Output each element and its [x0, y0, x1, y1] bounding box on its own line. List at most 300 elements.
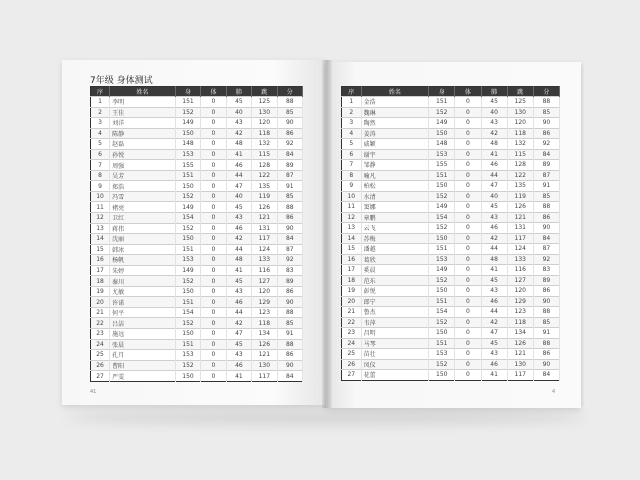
table-cell: 0 — [455, 254, 481, 265]
table-cell: 127 — [252, 276, 277, 287]
table-cell: 0 — [455, 307, 481, 318]
table-cell: 窦娜 — [361, 202, 429, 213]
table-cell: 17 — [91, 265, 110, 276]
table-cell: 尤敏 — [110, 286, 176, 297]
table-cell: 150 — [429, 128, 455, 139]
table-cell: 0 — [201, 97, 226, 108]
table-cell: 鲁杰 — [361, 307, 429, 318]
table-cell: 23 — [342, 328, 362, 339]
table-cell: 131 — [507, 223, 533, 234]
table-cell: 85 — [533, 317, 559, 328]
table-cell: 45 — [481, 275, 507, 286]
table-cell: 12 — [91, 213, 110, 224]
table-cell: 148 — [175, 139, 200, 150]
table-row — [342, 328, 560, 339]
column-header: 分 — [533, 87, 559, 97]
table-cell: 44 — [481, 170, 507, 181]
table-cell: 41 — [226, 371, 251, 382]
column-header: 跳 — [252, 87, 277, 97]
table-cell: 姜涛 — [361, 128, 429, 139]
table-cell: 48 — [226, 255, 251, 266]
table-cell: 88 — [533, 202, 559, 213]
table-cell: 27 — [91, 371, 110, 382]
table-cell: 44 — [226, 244, 251, 255]
table-cell: 46 — [481, 296, 507, 307]
table-cell: 9 — [342, 181, 362, 192]
table-cell: 14 — [342, 233, 362, 244]
table-cell: 41 — [226, 265, 251, 276]
table-row — [342, 212, 560, 223]
table-cell: 43 — [226, 213, 251, 224]
table-cell: 47 — [226, 181, 251, 192]
table-cell: 152 — [175, 276, 200, 287]
table-cell: 89 — [277, 160, 302, 171]
table-cell: 152 — [429, 317, 455, 328]
table-cell: 12 — [342, 212, 362, 223]
table-cell: 154 — [175, 307, 200, 318]
table-row — [342, 349, 560, 360]
table-cell: 17 — [342, 265, 362, 276]
table-cell: 118 — [252, 128, 277, 139]
table-row — [91, 371, 303, 382]
table-cell: 46 — [481, 359, 507, 370]
table-cell: 91 — [533, 328, 559, 339]
table-cell: 陈静 — [110, 128, 176, 139]
table-cell: 0 — [455, 223, 481, 234]
table-cell: 0 — [201, 234, 226, 245]
table-cell: 0 — [201, 265, 226, 276]
table-cell: 6 — [91, 149, 110, 160]
table-cell: 李明 — [110, 97, 176, 108]
table-cell: 125 — [252, 97, 277, 108]
table-cell: 84 — [277, 371, 302, 382]
table-cell: 45 — [226, 339, 251, 350]
table-cell: 42 — [226, 234, 251, 245]
table-cell: 152 — [175, 223, 200, 234]
table-cell: 孔月 — [110, 350, 176, 361]
table-cell: 124 — [252, 244, 277, 255]
table-cell: 86 — [533, 349, 559, 360]
table-cell: 134 — [507, 328, 533, 339]
table-row — [91, 276, 303, 287]
table-cell: 115 — [252, 149, 277, 160]
table-cell: 2 — [342, 107, 362, 118]
table-cell: 128 — [252, 160, 277, 171]
table-row — [342, 233, 560, 244]
table-cell: 129 — [507, 296, 533, 307]
table-cell: 邹静 — [361, 160, 429, 171]
table-row — [342, 118, 560, 129]
table-cell: 0 — [455, 128, 481, 139]
table-cell: 150 — [175, 128, 200, 139]
table-cell: 152 — [429, 191, 455, 202]
table-cell: 152 — [429, 359, 455, 370]
table-cell: 149 — [175, 202, 200, 213]
table-cell: 0 — [201, 244, 226, 255]
table-cell: 郎宁 — [361, 296, 429, 307]
table-cell: 凤仪 — [361, 359, 429, 370]
table-row — [91, 329, 303, 340]
column-header: 身 — [429, 87, 455, 97]
column-header: 体 — [201, 87, 226, 97]
table-cell: 0 — [455, 317, 481, 328]
book-shadow — [66, 410, 586, 424]
book-spine — [322, 60, 332, 408]
table-cell: 18 — [342, 275, 362, 286]
table-cell: 8 — [342, 170, 362, 181]
table-cell: 123 — [507, 307, 533, 318]
right-data-table — [341, 86, 560, 381]
table-cell: 1 — [91, 97, 110, 108]
table-cell: 22 — [91, 318, 110, 329]
table-cell: 122 — [252, 170, 277, 181]
table-cell: 123 — [252, 307, 277, 318]
table-cell: 116 — [252, 265, 277, 276]
table-cell: 0 — [455, 212, 481, 223]
table-cell: 132 — [507, 139, 533, 150]
table-cell: 43 — [481, 212, 507, 223]
table-cell: 122 — [507, 170, 533, 181]
table-cell: 150 — [175, 371, 200, 382]
table-cell: 云飞 — [361, 223, 429, 234]
table-cell: 151 — [429, 296, 455, 307]
table-cell: 152 — [175, 107, 200, 118]
table-cell: 13 — [342, 223, 362, 234]
table-cell: 4 — [91, 128, 110, 139]
table-cell: 86 — [277, 128, 302, 139]
table-row — [342, 107, 560, 118]
table-cell: 18 — [91, 276, 110, 287]
table-cell: 125 — [507, 97, 533, 108]
table-row — [91, 360, 303, 371]
table-cell: 潘越 — [361, 244, 429, 255]
table-cell: 42 — [481, 317, 507, 328]
table-row — [91, 234, 303, 245]
table-cell: 150 — [175, 329, 200, 340]
table-cell: 0 — [201, 318, 226, 329]
table-cell: 151 — [429, 338, 455, 349]
table-cell: 90 — [277, 360, 302, 371]
table-cell: 117 — [252, 371, 277, 382]
table-row — [342, 317, 560, 328]
table-row — [91, 350, 303, 361]
table-cell: 85 — [277, 107, 302, 118]
table-cell: 155 — [175, 160, 200, 171]
table-cell: 0 — [455, 202, 481, 213]
table-cell: 韩冰 — [110, 244, 176, 255]
table-cell: 许诺 — [110, 297, 176, 308]
table-cell: 5 — [91, 139, 110, 150]
table-cell: 151 — [429, 170, 455, 181]
table-row — [342, 191, 560, 202]
table-cell: 24 — [342, 338, 362, 349]
table-cell: 11 — [342, 202, 362, 213]
table-cell: 沈丽 — [110, 234, 176, 245]
table-cell: 85 — [533, 191, 559, 202]
table-cell: 135 — [507, 181, 533, 192]
table-cell: 0 — [455, 349, 481, 360]
table-cell: 153 — [175, 255, 200, 266]
table-cell: 90 — [277, 297, 302, 308]
table-cell: 孙悦 — [110, 149, 176, 160]
table-cell: 0 — [455, 160, 481, 171]
table-cell: 86 — [277, 350, 302, 361]
table-cell: 119 — [507, 191, 533, 202]
table-cell: 84 — [533, 370, 559, 381]
table-cell: 43 — [226, 350, 251, 361]
table-cell: 8 — [91, 170, 110, 181]
table-cell: 15 — [342, 244, 362, 255]
table-cell: 84 — [533, 233, 559, 244]
table-cell: 42 — [226, 128, 251, 139]
table-cell: 91 — [277, 329, 302, 340]
table-cell: 45 — [481, 202, 507, 213]
table-cell: 84 — [277, 149, 302, 160]
table-row — [91, 244, 303, 255]
table-cell: 0 — [455, 181, 481, 192]
table-cell: 周强 — [110, 160, 176, 171]
table-row — [91, 339, 303, 350]
table-cell: 46 — [481, 160, 507, 171]
table-cell: 41 — [226, 149, 251, 160]
table-cell: 152 — [175, 191, 200, 202]
table-row — [91, 118, 303, 129]
table-cell: 金浩 — [361, 97, 429, 108]
table-cell: 150 — [429, 181, 455, 192]
table-cell: 谢宇 — [361, 149, 429, 160]
table-cell: 153 — [429, 349, 455, 360]
table-cell: 9 — [91, 181, 110, 192]
table-row — [342, 338, 560, 349]
table-cell: 6 — [342, 149, 362, 160]
table-cell: 151 — [175, 297, 200, 308]
table-cell: 152 — [175, 360, 200, 371]
table-cell: 135 — [252, 181, 277, 192]
table-cell: 褚亮 — [110, 202, 176, 213]
table-cell: 41 — [481, 265, 507, 276]
table-cell: 0 — [201, 371, 226, 382]
table-cell: 14 — [91, 234, 110, 245]
table-cell: 葛欣 — [361, 254, 429, 265]
table-cell: 曹阳 — [110, 360, 176, 371]
left-page-title: 7年级 身体测试 — [90, 76, 153, 86]
table-cell: 130 — [507, 107, 533, 118]
table-cell: 0 — [455, 370, 481, 381]
table-cell: 秦川 — [110, 276, 176, 287]
table-cell: 0 — [201, 307, 226, 318]
table-cell: 41 — [481, 149, 507, 160]
table-cell: 魏琳 — [361, 107, 429, 118]
column-header: 姓名 — [361, 87, 429, 97]
table-cell: 0 — [201, 213, 226, 224]
table-cell: 88 — [277, 97, 302, 108]
table-row — [342, 254, 560, 265]
table-cell: 124 — [507, 244, 533, 255]
table-cell: 0 — [455, 118, 481, 129]
table-cell: 153 — [175, 149, 200, 160]
table-cell: 153 — [429, 149, 455, 160]
table-cell: 46 — [226, 223, 251, 234]
table-cell: 86 — [533, 212, 559, 223]
table-row — [91, 128, 303, 139]
table-cell: 126 — [507, 202, 533, 213]
table-cell: 86 — [533, 286, 559, 297]
table-cell: 83 — [533, 265, 559, 276]
table-cell: 151 — [429, 244, 455, 255]
table-cell: 40 — [226, 191, 251, 202]
table-row — [91, 265, 303, 276]
table-cell: 155 — [429, 160, 455, 171]
table-cell: 130 — [252, 360, 277, 371]
column-header: 体 — [455, 87, 481, 97]
table-cell: 149 — [429, 265, 455, 276]
table-cell: 0 — [201, 191, 226, 202]
table-cell: 43 — [481, 286, 507, 297]
table-cell: 88 — [533, 97, 559, 108]
table-cell: 91 — [277, 181, 302, 192]
table-row — [91, 297, 303, 308]
table-cell: 150 — [175, 234, 200, 245]
table-row — [342, 370, 560, 381]
table-cell: 23 — [91, 329, 110, 340]
table-row — [342, 128, 560, 139]
table-cell: 20 — [91, 297, 110, 308]
table-cell: 0 — [455, 149, 481, 160]
table-row — [91, 149, 303, 160]
table-cell: 44 — [226, 170, 251, 181]
table-cell: 119 — [252, 191, 277, 202]
table-row — [342, 202, 560, 213]
table-cell: 148 — [429, 139, 455, 150]
table-cell: 42 — [226, 318, 251, 329]
table-cell: 150 — [175, 181, 200, 192]
table-cell: 严雯 — [110, 371, 176, 382]
table-cell: 0 — [455, 107, 481, 118]
table-cell: 27 — [342, 370, 362, 381]
table-cell: 20 — [342, 296, 362, 307]
column-header: 身 — [175, 87, 200, 97]
table-cell: 48 — [226, 139, 251, 150]
table-cell: 0 — [201, 339, 226, 350]
table-cell: 121 — [507, 349, 533, 360]
table-row — [342, 359, 560, 370]
table-cell: 0 — [455, 191, 481, 202]
table-cell: 87 — [533, 244, 559, 255]
table-row — [91, 286, 303, 297]
table-cell: 0 — [201, 255, 226, 266]
table-cell: 3 — [91, 118, 110, 129]
table-cell: 苏梅 — [361, 233, 429, 244]
table-cell: 彭悦 — [361, 286, 429, 297]
table-cell: 132 — [252, 139, 277, 150]
table-cell: 88 — [277, 339, 302, 350]
table-row — [342, 265, 560, 276]
table-cell: 121 — [252, 213, 277, 224]
table-row — [91, 255, 303, 266]
table-cell: 16 — [91, 255, 110, 266]
table-cell: 43 — [226, 286, 251, 297]
table-cell: 韦萍 — [361, 317, 429, 328]
table-cell: 151 — [429, 97, 455, 108]
left-data-table — [90, 86, 303, 382]
table-cell: 133 — [507, 254, 533, 265]
table-cell: 90 — [277, 223, 302, 234]
table-row — [91, 223, 303, 234]
table-cell: 89 — [533, 275, 559, 286]
table-cell: 149 — [429, 202, 455, 213]
table-cell: 42 — [481, 128, 507, 139]
table-cell: 0 — [201, 128, 226, 139]
table-cell: 0 — [455, 338, 481, 349]
table-row — [342, 97, 560, 108]
table-cell: 152 — [429, 275, 455, 286]
table-cell: 150 — [429, 370, 455, 381]
table-cell: 张晨 — [110, 339, 176, 350]
table-cell: 赵磊 — [110, 139, 176, 150]
table-cell: 22 — [342, 317, 362, 328]
table-cell: 21 — [342, 307, 362, 318]
column-header: 跳 — [507, 87, 533, 97]
table-row — [342, 244, 560, 255]
table-row — [342, 223, 560, 234]
table-cell: 11 — [91, 202, 110, 213]
table-cell: 范东 — [361, 275, 429, 286]
table-cell: 120 — [252, 118, 277, 129]
table-cell: 88 — [277, 307, 302, 318]
table-cell: 83 — [277, 265, 302, 276]
table-cell: 0 — [201, 223, 226, 234]
table-cell: 121 — [507, 212, 533, 223]
table-cell: 126 — [252, 202, 277, 213]
right-page-number: 4 — [552, 389, 556, 395]
table-body — [91, 97, 303, 382]
column-header: 序 — [342, 87, 362, 97]
table-cell: 85 — [277, 191, 302, 202]
table-row — [342, 296, 560, 307]
table-row — [91, 307, 303, 318]
table-cell: 13 — [91, 223, 110, 234]
table-cell: 118 — [507, 128, 533, 139]
table-row — [342, 307, 560, 318]
table-cell: 43 — [481, 349, 507, 360]
table-cell: 151 — [175, 170, 200, 181]
table-cell: 0 — [455, 296, 481, 307]
column-header: 分 — [277, 87, 302, 97]
table-cell: 150 — [429, 233, 455, 244]
table-cell: 44 — [481, 244, 507, 255]
table-cell: 117 — [507, 233, 533, 244]
table-cell: 25 — [342, 349, 362, 360]
table-cell: 129 — [252, 297, 277, 308]
table-cell: 42 — [481, 233, 507, 244]
table-cell: 84 — [277, 234, 302, 245]
table-row — [342, 149, 560, 160]
table-cell: 章鹏 — [361, 212, 429, 223]
table-cell: 吕洁 — [110, 318, 176, 329]
table-cell: 25 — [91, 350, 110, 361]
table-cell: 150 — [429, 286, 455, 297]
table-row — [91, 97, 303, 108]
table-cell: 0 — [455, 359, 481, 370]
table-cell: 149 — [175, 265, 200, 276]
table-cell: 47 — [481, 328, 507, 339]
table-cell: 92 — [533, 139, 559, 150]
table-cell: 46 — [226, 160, 251, 171]
table-body — [342, 97, 560, 381]
table-row — [91, 181, 303, 192]
table-cell: 91 — [533, 181, 559, 192]
table-cell: 89 — [533, 160, 559, 171]
